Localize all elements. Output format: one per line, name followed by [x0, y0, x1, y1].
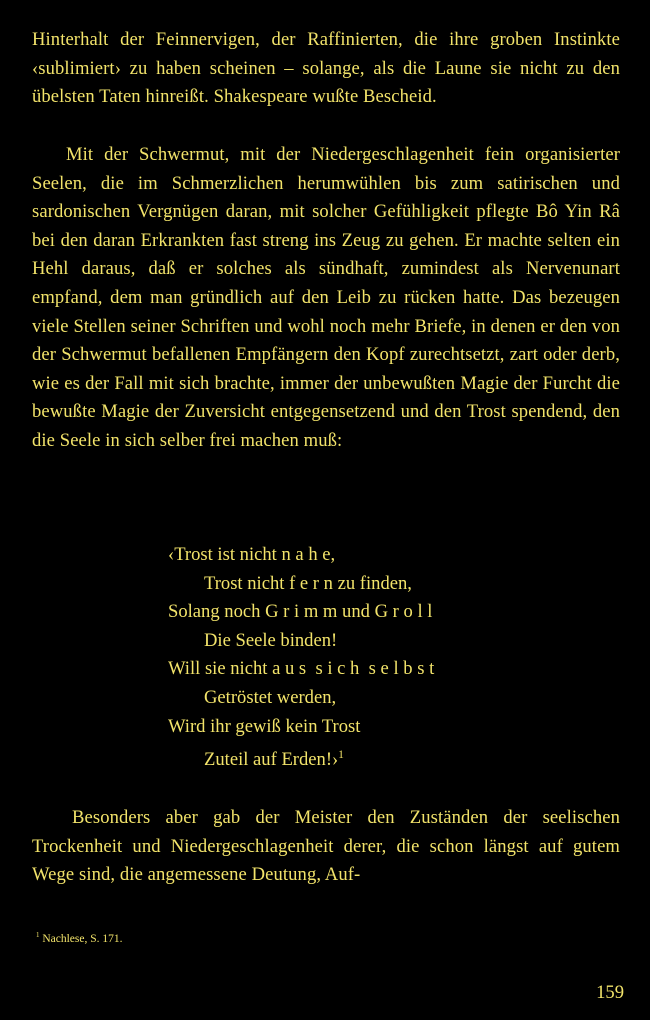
page-number: 159 — [596, 982, 624, 1003]
poem-line-4: Die Seele binden! — [204, 629, 338, 651]
poem-line-6: Getröstet werden, — [204, 686, 337, 708]
poem-line-2: Trost nicht f e r n zu finden, — [204, 572, 412, 594]
paragraph-3: Besonders aber gab der Meister den Zuständen der seelischen Trockenheit und Niedergeschlagenheit derer, die schon längst auf gutem Wege sind, die angemessene Deutung, Auf- — [32, 807, 620, 886]
footnote-reference: 1 — [338, 749, 344, 762]
footnote — [36, 928, 123, 947]
poem-line-8-text: Zuteil auf Erden!› — [204, 749, 339, 771]
paragraph-2: Mit der Schwermut, mit der Niedergeschlagenheit fein organisierter Seelen, die im Schmerzlichen herumwühlen bis zum satirischen und sardonischen Vergnügen daran, mit solcher Gefühligkeit pflegte Bô Yin Râ bei den daran Erkrankten fast streng ins Zeug zu gehen. Er machte selten ein Hehl daraus, daß er solches als sündhaft, zumindest als Nervenunart empfand, dem man gründlich auf den Leib zu rücken hatte. Das bezeugen viele Stellen seiner Schriften und wohl noch mehr Briefe, in denen er den von der Schwermut befallenen Empfängern den Kopf zurechtsetzt, zart oder derb, wie es der Fall mit sich brachte, immer der unbewußten Magie der Furcht die bewußte Magie der Zuversicht entgegensetzend und den Trost spendend, den die Seele in sich selber frei machen muß: — [32, 144, 620, 451]
paragraph-1: Hinterhalt der Feinnervigen, der Raffinierten, die ihre groben Instinkte ‹sublimiert› zu haben scheinen – solange, als die Laune sie nicht zu den übelsten Taten hinreißt. Shakespeare wußte Bescheid. — [32, 29, 620, 108]
poem-line-7: Wird ihr gewiß kein Trost — [168, 715, 361, 737]
footnote-marker: 1 — [36, 932, 40, 939]
poem-line-1: ‹Trost ist nicht n a h e, — [168, 544, 336, 565]
poem-line-5: Will sie nicht a u s s i c h s e l b s t — [168, 658, 435, 680]
poem-line-3: Solang noch G r i m m und G r o l l — [168, 601, 433, 623]
poem-line-8 — [168, 741, 434, 775]
footnote-text: Nachlese, S. 171. — [42, 932, 123, 945]
poem-quote — [168, 541, 434, 775]
